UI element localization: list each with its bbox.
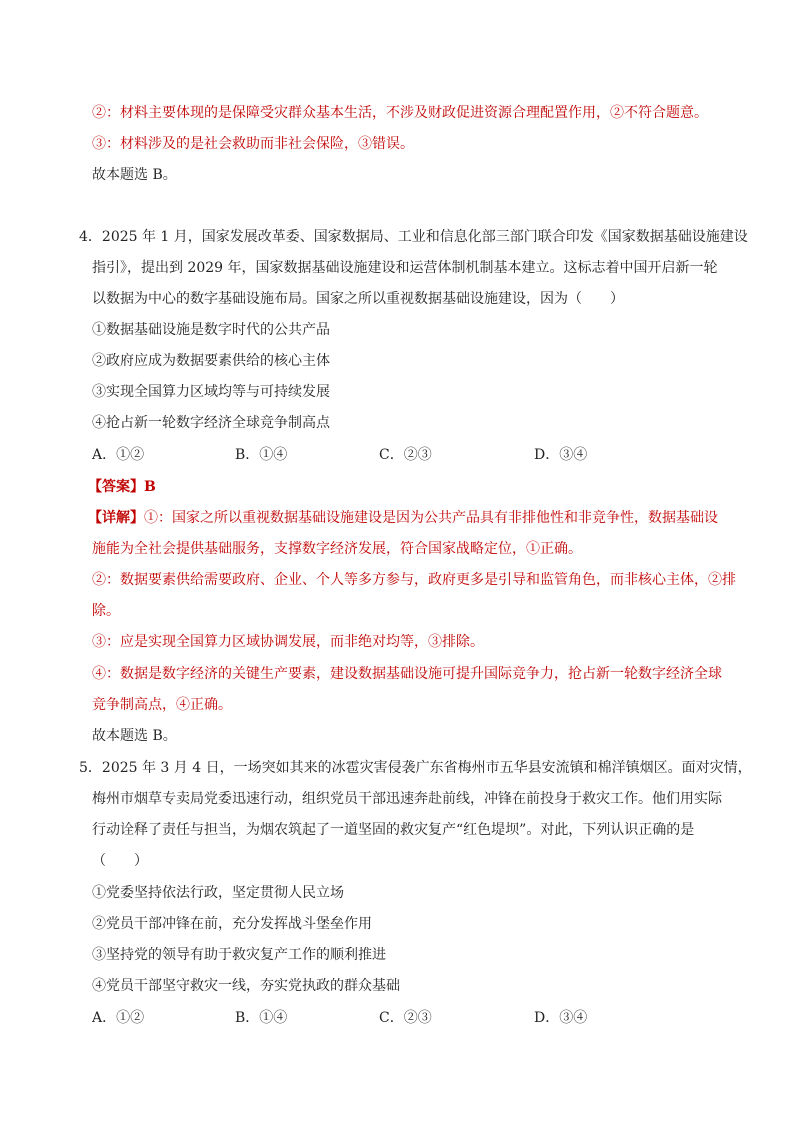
q5-option-d: D．③④ [534,1010,588,1026]
q4-stem-line-1: 4．2025 年 1 月，国家发展改革委、国家数据局、工业和信息化部三部门联合印发《国家数据基础设施建设 [79,229,748,245]
q4-option-b: B．①④ [235,447,288,463]
q4-detail-3: ③：应是实现全国算力区域协调发展，而非绝对均等，③排除。 [92,634,484,650]
q4-option-c: C．②③ [379,447,432,463]
q4-answer [88,477,156,497]
q5-stem-line-4: （ ） [92,853,148,869]
q4-detail-2a: ②：数据要素供给需要政府、企业、个人等多方参与，政府更多是引导和监管角色，而非核心主体，②排 [92,572,736,588]
q5-option-c: C．②③ [379,1010,432,1026]
answer-label: 【答案】B [88,479,156,495]
q4-detail-1a: ①：国家之所以重视数据基础设施建设是因为公共产品具有非排他性和非竞争性，数据基础设 [144,510,718,526]
q4-conclusion: 故本题选 B。 [92,728,177,744]
q4-item-4: ④抢占新一轮数字经济全球竞争制高点 [92,415,330,431]
q4-stem-line-3: 以数据为中心的数字基础设施布局。国家之所以重视数据基础设施建设，因为（ ） [92,291,624,307]
q5-item-3: ③坚持党的领导有助于救灾复产工作的顺利推进 [92,947,386,963]
q3-analysis-2: ②：材料主要体现的是保障受灾群众基本生活，不涉及财政促进资源合理配置作用，②不符合题意。 [92,105,708,121]
q4-stem-line-2: 指引》，提出到 2029 年，国家数据基础设施建设和运营体制机制基本建立。这标志着中国开启新一轮 [92,260,718,276]
q4-detail-1 [88,508,718,528]
q4-item-2: ②政府应成为数据要素供给的核心主体 [92,353,330,369]
q5-item-2: ②党员干部冲锋在前，充分发挥战斗堡垒作用 [92,916,372,932]
q4-option-d: D．③④ [534,447,588,463]
q4-item-3: ③实现全国算力区域均等与可持续发展 [92,384,330,400]
q5-stem-line-2: 梅州市烟草专卖局党委迅速行动，组织党员干部迅速奔赴前线，冲锋在前投身于救灾工作。他们用实际 [92,791,722,807]
q4-detail-1b: 施能为全社会提供基础服务，支撑数字经济发展，符合国家战略定位，①正确。 [92,541,582,557]
q4-detail-4a: ④：数据是数字经济的关键生产要素，建设数据基础设施可提升国际竞争力，抢占新一轮数字经济全球 [92,666,722,682]
q5-item-4: ④党员干部坚守救灾一线，夯实党执政的群众基础 [92,978,400,994]
q4-detail-2b: 除。 [92,603,120,619]
q3-conclusion: 故本题选 B。 [92,167,177,183]
q4-item-1: ①数据基础设施是数字时代的公共产品 [92,322,330,338]
q4-detail-4b: 竞争制高点，④正确。 [92,697,232,713]
detail-label: 【详解】 [88,510,144,526]
q5-stem-line-1: 5．2025 年 3 月 4 日，一场突如其来的冰雹灾害侵袭广东省梅州市五华县安流镇和棉洋镇烟区。面对灾情， [79,760,752,776]
q5-item-1: ①党委坚持依法行政，坚定贯彻人民立场 [92,885,344,901]
q5-option-b: B．①④ [235,1010,288,1026]
q5-stem-line-3: 行动诠释了责任与担当，为烟农筑起了一道坚固的救灾复产“红色堤坝”。对此，下列认识正确的是 [92,822,695,838]
q5-option-a: A．①② [92,1010,145,1026]
q3-analysis-3: ③：材料涉及的是社会救助而非社会保险，③错误。 [92,136,414,152]
q4-option-a: A．①② [92,447,145,463]
